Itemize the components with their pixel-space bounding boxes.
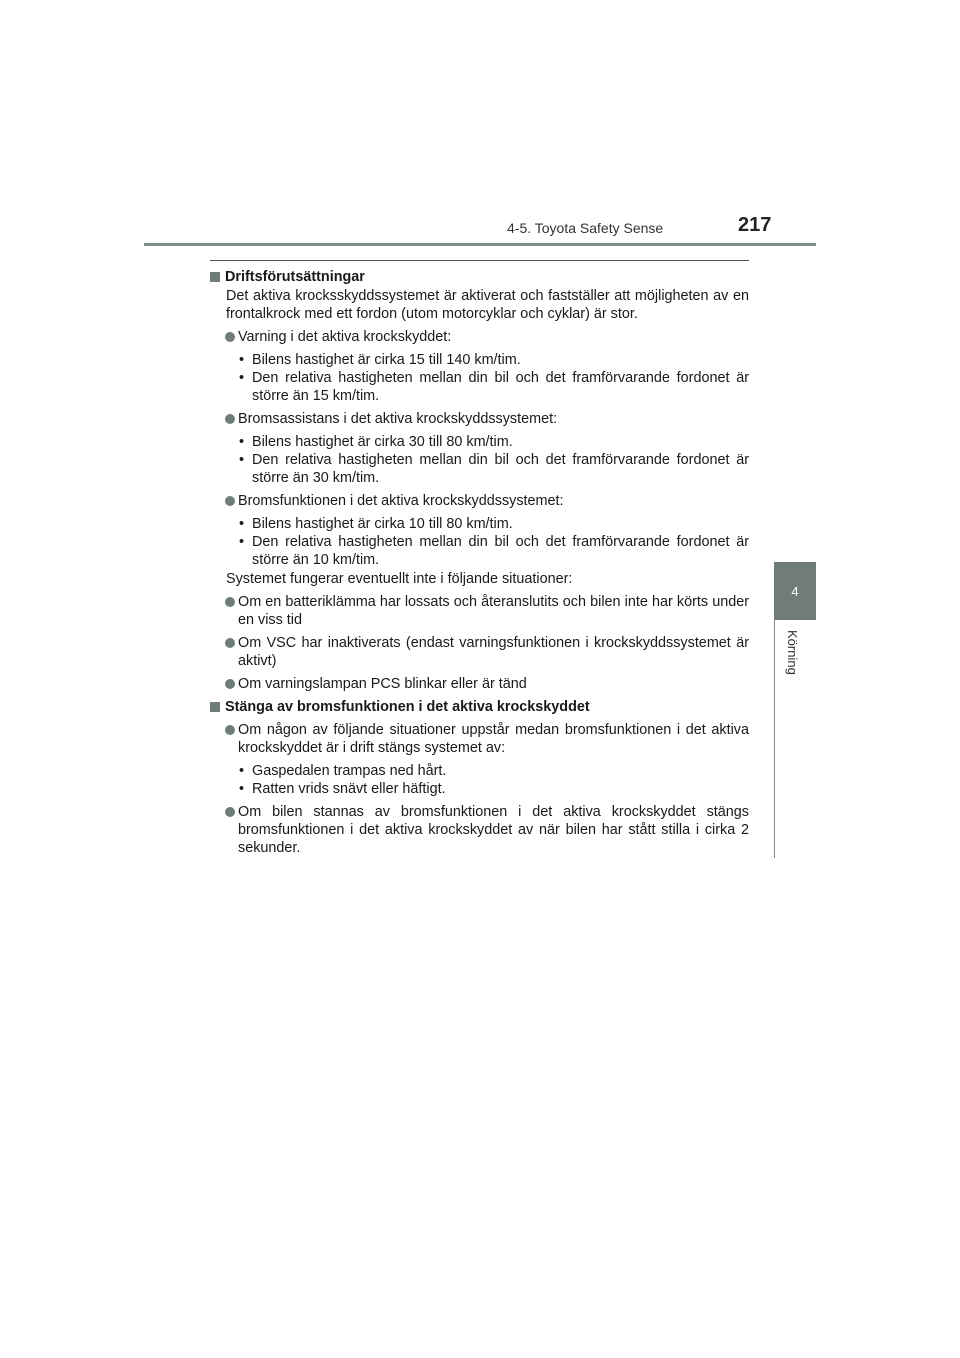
bullet-text: Om bilen stannas av bromsfunktionen i det aktiva krockskyddet stängs bromsfunktionen i det aktiva krockskyddet av när bilen har stått stilla i cirka 2 sekunder. (238, 804, 749, 856)
sub-list-item: • Bilens hastighet är cirka 15 till 140 km/tim. (238, 351, 749, 369)
list-item (210, 634, 749, 670)
chapter-label: Körning (785, 630, 800, 675)
bullet-text: Om varningslampan PCS blinkar eller är tänd (238, 676, 527, 692)
sub-list-item: • Gaspedalen trampas ned hårt. (238, 762, 749, 780)
sub-list-item: • Den relativa hastigheten mellan din bil och det framförvarande fordonet är större än 30 km/tim. (238, 451, 749, 487)
round-bullet-icon (225, 807, 235, 817)
sub-list-item: • Bilens hastighet är cirka 30 till 80 km/tim. (238, 433, 749, 451)
sub-list (210, 762, 749, 798)
bullet-text: Bromsassistans i det aktiva krockskyddssystemet: (238, 411, 558, 427)
paragraph: Systemet fungerar eventuellt inte i följande situationer: (226, 571, 573, 587)
section-heading (210, 268, 749, 286)
sub-list-item: • Ratten vrids snävt eller häftigt. (238, 780, 749, 798)
round-bullet-icon (225, 332, 235, 342)
bullet-text: Om VSC har inaktiverats (endast varningsfunktionen i krockskyddssystemet är aktivt) (238, 635, 749, 669)
sub-list-item: • Bilens hastighet är cirka 10 till 80 km/tim. (238, 515, 749, 533)
page-body (210, 266, 749, 857)
bullet-text: Om någon av följande situationer uppstår medan bromsfunktionen i det aktiva krockskyddet är i drift stängs systemet av: (238, 722, 749, 756)
round-bullet-icon (225, 414, 235, 424)
round-bullet-icon (225, 679, 235, 689)
list-item (210, 328, 749, 346)
heading-text: Stänga av bromsfunktionen i det aktiva krockskyddet (225, 699, 590, 715)
chapter-number: 4 (791, 583, 799, 599)
bullet-text: Bromsfunktionen i det aktiva krockskyddssystemet: (238, 493, 564, 509)
square-bullet-icon (210, 272, 220, 282)
content-top-rule (210, 260, 749, 261)
round-bullet-icon (225, 725, 235, 735)
header-section-title: 4-5. Toyota Safety Sense (507, 220, 664, 236)
sub-list-item: • Den relativa hastigheten mellan din bil och det framförvarande fordonet är större än 15 km/tim. (238, 369, 749, 405)
list-item (210, 410, 749, 428)
sub-list (210, 351, 749, 405)
section-heading (210, 698, 749, 716)
list-item (210, 675, 749, 693)
list-item (210, 593, 749, 629)
list-item (210, 803, 749, 857)
sub-list-item: • Den relativa hastigheten mellan din bil och det framförvarande fordonet är större än 10 km/tim. (238, 533, 749, 569)
header-rule (144, 243, 816, 246)
list-item (210, 721, 749, 757)
intro-paragraph: Det aktiva krocksskyddssystemet är aktiverat och fastställer att möjligheten av en frontalkrock med ett fordon (utom motorcyklar och cyklar) är stor. (226, 288, 749, 322)
round-bullet-icon (225, 638, 235, 648)
chapter-tab (774, 562, 816, 620)
bullet-text: Om en batteriklämma har lossats och återanslutits och bilen inte har körts under en viss tid (238, 594, 749, 628)
sub-list (210, 433, 749, 487)
list-item (210, 492, 749, 510)
page-number: 217 (738, 214, 772, 236)
bullet-text: Varning i det aktiva krockskyddet: (238, 329, 452, 345)
sub-list (210, 515, 749, 569)
heading-text: Driftsförutsättningar (225, 269, 365, 285)
square-bullet-icon (210, 702, 220, 712)
round-bullet-icon (225, 597, 235, 607)
round-bullet-icon (225, 496, 235, 506)
